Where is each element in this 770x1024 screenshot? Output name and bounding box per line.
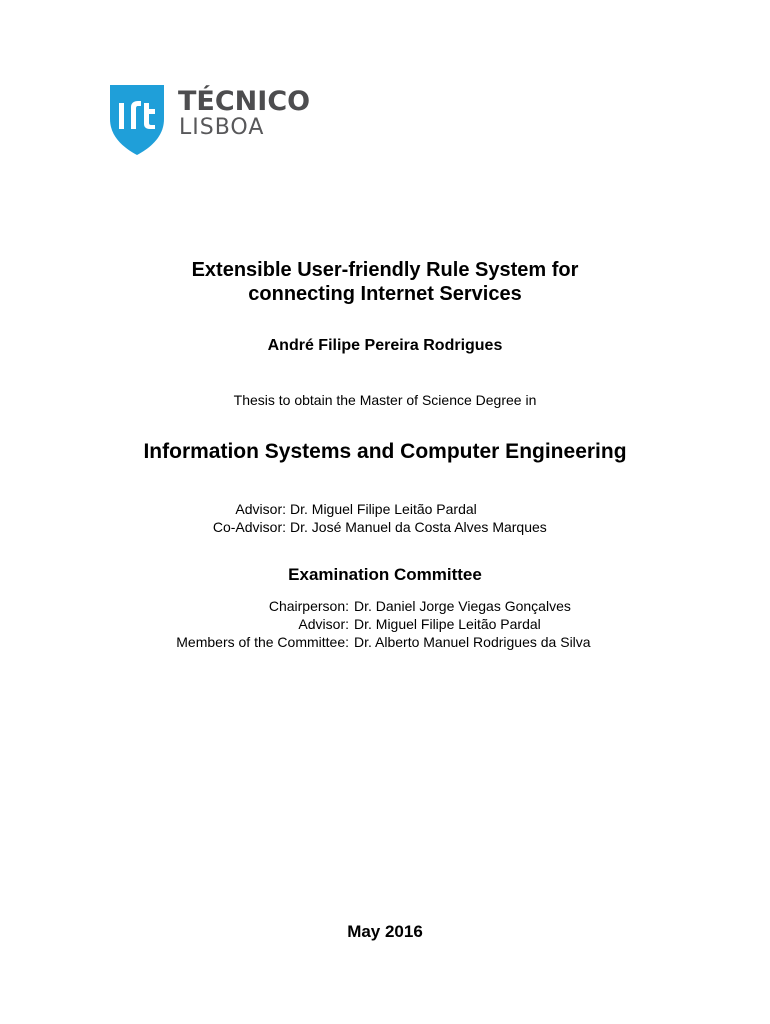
- author-name: André Filipe Pereira Rodrigues: [267, 337, 503, 354]
- co-advisor-name: Dr. José Manuel da Costa Alves Marques: [290, 519, 547, 535]
- thesis-degree-statement: Thesis to obtain the Master of Science Degree in: [233, 392, 537, 408]
- thesis-title-line-1: Extensible User-friendly Rule System for: [191, 259, 579, 281]
- committee-member-name: Dr. Alberto Manuel Rodrigues da Silva: [354, 634, 591, 650]
- logo-text-lisboa: LISBOA: [179, 115, 265, 140]
- ist-shield-icon: [110, 85, 164, 155]
- advisor-label: Advisor:: [235, 501, 286, 517]
- thesis-title-line-2: connecting Internet Services: [248, 283, 522, 305]
- committee-member-name: Dr. Daniel Jorge Viegas Gonçalves: [354, 598, 571, 614]
- committee-role-label: Chairperson:: [268, 598, 349, 614]
- co-advisor-label: Co-Advisor:: [212, 519, 286, 535]
- thesis-title: [0, 258, 770, 306]
- degree-name: Information Systems and Computer Engineering: [143, 440, 627, 463]
- tecnico-lisboa-logo: [110, 85, 310, 155]
- logo-text-tecnico: TÉCNICO: [178, 86, 311, 117]
- committee-role-label: Advisor:: [298, 616, 349, 632]
- examination-committee-heading: Examination Committee: [288, 565, 482, 584]
- advisor-name: Dr. Miguel Filipe Leitão Pardal: [290, 501, 477, 517]
- committee-role-label: Members of the Committee:: [176, 634, 349, 650]
- committee-member-name: Dr. Miguel Filipe Leitão Pardal: [354, 616, 541, 632]
- submission-date: May 2016: [347, 922, 423, 941]
